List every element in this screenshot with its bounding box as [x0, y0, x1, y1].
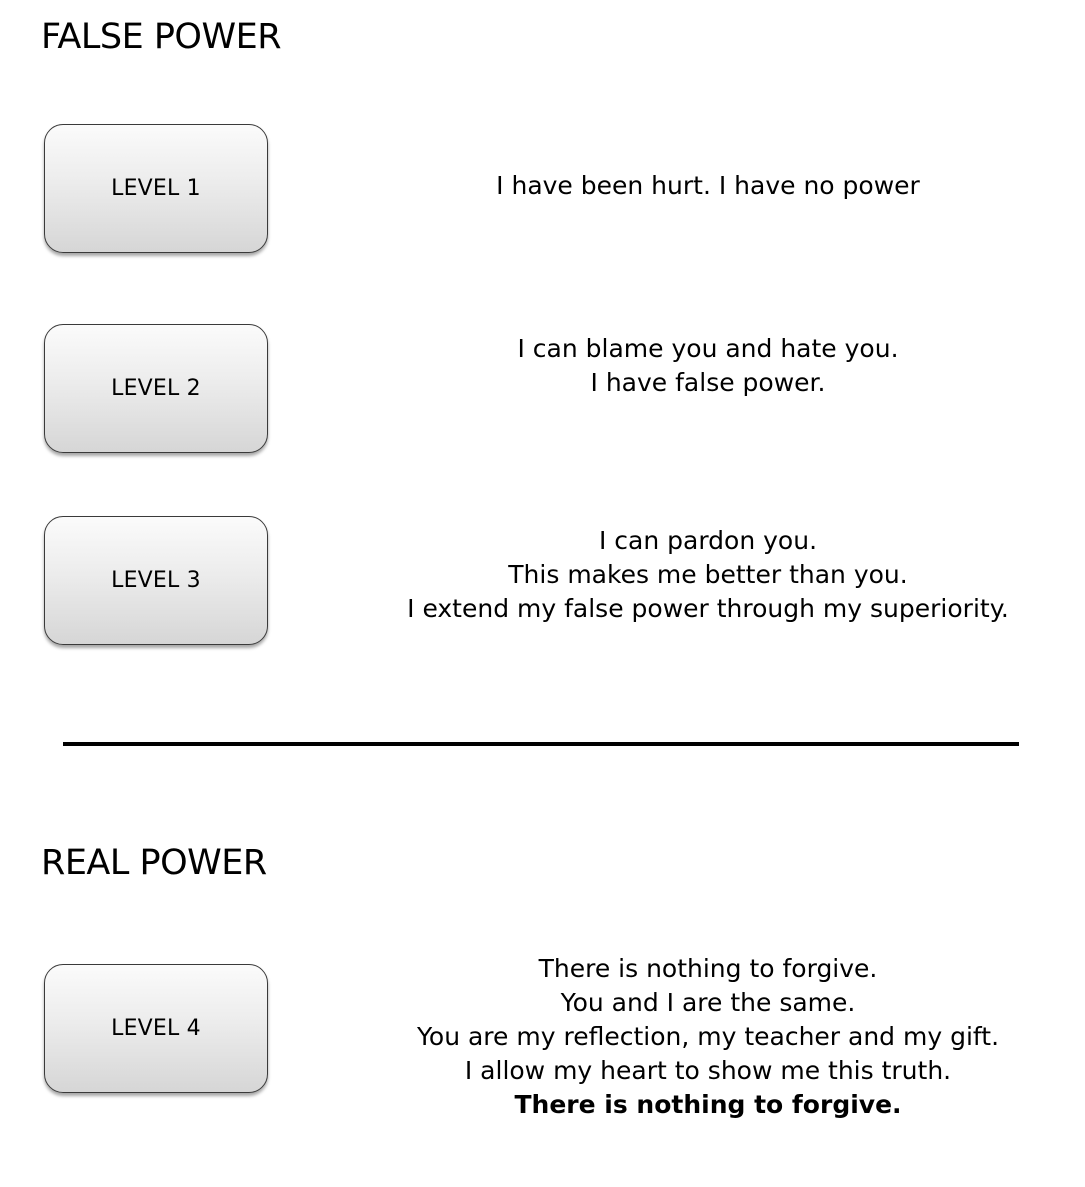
level-3-label: LEVEL 3	[111, 568, 201, 593]
level-2-label: LEVEL 2	[111, 376, 201, 401]
level-2-statement	[350, 332, 1066, 400]
level-4-line-3: You are my reflection, my teacher and my gift.	[416, 1022, 1000, 1051]
level-3-line-3: I extend my false power through my superiority.	[407, 594, 1009, 623]
level-1-line-1: I have been hurt. I have no power	[496, 171, 920, 200]
level-4-label: LEVEL 4	[111, 1016, 201, 1041]
level-4-line-1: There is nothing to forgive.	[538, 954, 878, 983]
real-power-heading: REAL POWER	[41, 843, 267, 883]
false-power-heading: FALSE POWER	[41, 17, 282, 57]
level-1-label: LEVEL 1	[111, 176, 201, 201]
level-4-line-4: I allow my heart to show me this truth.	[464, 1056, 952, 1085]
section-divider	[63, 742, 1019, 746]
level-3-box	[44, 516, 268, 645]
level-3-line-1: I can pardon you.	[598, 526, 818, 555]
level-1-box	[44, 124, 268, 253]
level-3-line-2: This makes me better than you.	[508, 560, 908, 589]
level-4-statement	[350, 952, 1066, 1122]
level-4-box	[44, 964, 268, 1093]
level-2-line-1: I can blame you and hate you.	[517, 334, 899, 363]
level-3-statement	[350, 524, 1066, 626]
level-1-statement	[350, 169, 1066, 203]
level-2-box	[44, 324, 268, 453]
level-4-line-5: There is nothing to forgive.	[514, 1090, 902, 1119]
level-4-line-2: You and I are the same.	[560, 988, 856, 1017]
level-2-line-2: I have false power.	[590, 368, 826, 397]
